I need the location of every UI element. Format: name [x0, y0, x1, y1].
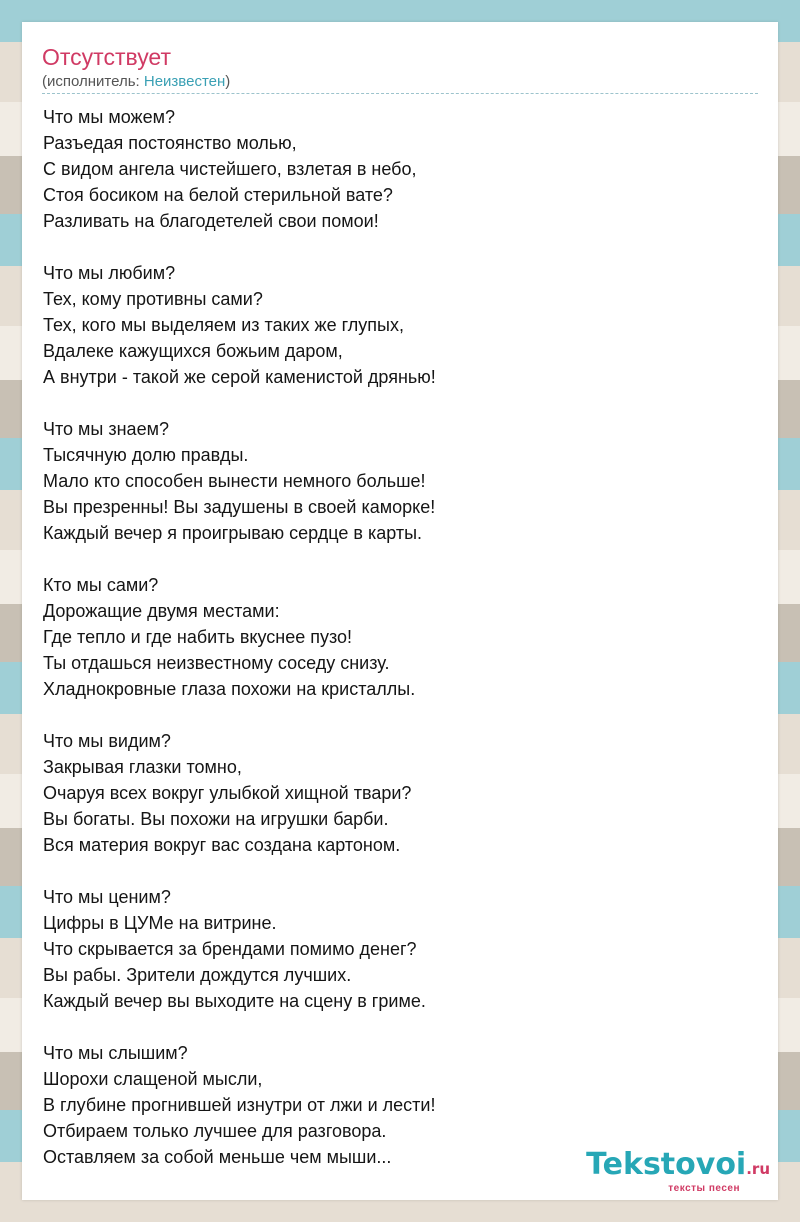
lyrics-card	[22, 22, 778, 1200]
stanza	[43, 884, 743, 1014]
stanza	[43, 260, 743, 390]
lyric-line: Что скрывается за брендами помимо денег?	[43, 939, 417, 959]
lyric-line: Тысячную долю правды.	[43, 445, 249, 465]
lyric-line: Каждый вечер я проигрываю сердце в карты.	[43, 523, 423, 543]
lyric-line: А внутри - такой же серой каменистой дрянью!	[43, 367, 436, 387]
lyric-line: В глубине прогнившей изнутри от лжи и лести!	[43, 1095, 436, 1115]
lyric-line: Дорожащие двумя местами:	[43, 601, 280, 621]
song-title: Отсутствует	[42, 44, 171, 70]
logo-domain: .ru	[746, 1160, 770, 1178]
logo-tagline: тексты песен	[668, 1183, 740, 1194]
lyric-line: Тех, кому противны сами?	[43, 289, 263, 309]
lyric-line: Вы рабы. Зрители дождутся лучших.	[43, 965, 352, 985]
lyric-line: Тех, кого мы выделяем из таких же глупых,	[43, 315, 404, 335]
lyric-line: Что мы слышим?	[43, 1043, 188, 1063]
lyric-line: Ты отдашься неизвестному соседу снизу.	[43, 653, 390, 673]
lyric-line: Где тепло и где набить вкуснее пузо!	[43, 627, 353, 647]
lyric-line: Закрывая глазки томно,	[43, 757, 242, 777]
site-logo[interactable]	[586, 1149, 770, 1194]
artist-line	[42, 72, 230, 92]
stanza	[43, 416, 743, 546]
lyric-line: Разъедая постоянство молью,	[43, 133, 297, 153]
lyric-line: Вдалеке кажущихся божьим даром,	[43, 341, 343, 361]
lyric-line: Хладнокровные глаза похожи на кристаллы.	[43, 679, 416, 699]
stanza	[43, 104, 743, 234]
lyric-line: Шорохи слащеной мысли,	[43, 1069, 263, 1089]
stanza	[43, 572, 743, 702]
lyric-line: Что мы видим?	[43, 731, 171, 751]
lyric-line: Вся материя вокруг вас создана картоном.	[43, 835, 401, 855]
artist-suffix: )	[225, 73, 231, 90]
stanza	[43, 728, 743, 858]
lyric-line: Мало кто способен вынести немного больше!	[43, 471, 426, 491]
lyrics-text	[43, 104, 743, 1196]
lyric-line: С видом ангела чистейшего, взлетая в небо,	[43, 159, 417, 179]
lyric-line: Каждый вечер вы выходите на сцену в гриме.	[43, 991, 426, 1011]
lyric-line: Кто мы сами?	[43, 575, 159, 595]
lyric-line: Что мы знаем?	[43, 419, 169, 439]
lyric-line: Вы богаты. Вы похожи на игрушки барби.	[43, 809, 389, 829]
title-divider	[42, 93, 758, 94]
lyric-line: Разливать на благодетелей свои помои!	[43, 211, 379, 231]
lyric-line: Вы презренны! Вы задушены в своей каморке!	[43, 497, 436, 517]
lyric-line: Оставляем за собой меньше чем мыши...	[43, 1147, 392, 1167]
lyric-line: Что мы ценим?	[43, 887, 171, 907]
lyric-line: Цифры в ЦУМе на витрине.	[43, 913, 277, 933]
lyric-line: Очаруя всех вокруг улыбкой хищной твари?	[43, 783, 412, 803]
lyric-line: Отбираем только лучшее для разговора.	[43, 1121, 387, 1141]
lyric-line: Что мы любим?	[43, 263, 176, 283]
lyric-line: Что мы можем?	[43, 107, 175, 127]
logo-name: Tekstovoi	[586, 1147, 747, 1182]
artist-prefix: (исполнитель:	[42, 73, 144, 90]
logo-wordmark	[586, 1149, 770, 1185]
lyric-line: Стоя босиком на белой стерильной вате?	[43, 185, 393, 205]
artist-link[interactable]: Неизвестен	[143, 73, 226, 90]
